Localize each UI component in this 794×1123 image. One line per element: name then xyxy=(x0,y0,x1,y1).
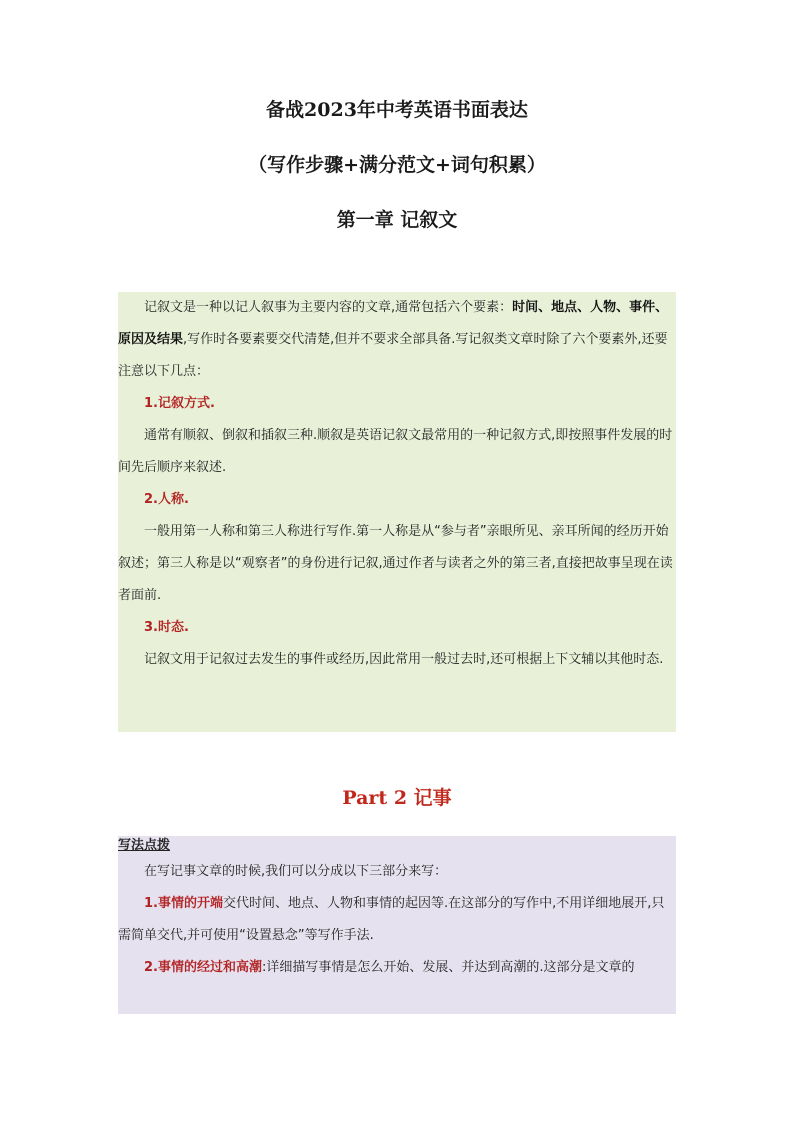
intro-p1-text-a: 记叙文是一种以记人叙事为主要内容的文章,通常包括六个要素： xyxy=(144,300,513,315)
heading-narration-method: 1.记叙方式. xyxy=(144,396,215,411)
part2-item-1-head: 1.事情的开端 xyxy=(144,896,223,911)
intro-p1-text-b: ,写作时各要素要交代清楚,但并不要求全部具备.写记叙类文章时除了六个要素外,还要注意以下几点： xyxy=(118,332,668,379)
intro-paragraph-1 xyxy=(118,292,676,388)
part2-item-2 xyxy=(118,952,676,984)
part2-item-2-text: :详细描写事情是怎么开始、发展、并达到高潮的.这部分是文章的 xyxy=(261,960,635,975)
part2-section xyxy=(118,836,676,1014)
document-subtitle: （写作步骤+满分范文+词句积累） xyxy=(248,154,546,176)
document-title: 备战2023年中考英语书面表达 xyxy=(266,99,528,121)
chapter-title: 第一章 记叙文 xyxy=(336,209,458,231)
intro-p1-elements: 时间、地点、人物、事件、原因及结果 xyxy=(118,300,669,347)
part2-paragraph-1: 在写记事文章的时候,我们可以分成以下三部分来写： xyxy=(144,864,448,879)
part2-item-2-head: 2.事情的经过和高潮 xyxy=(144,960,262,975)
part2-item-1-text: 交代时间、地点、人物和事情的起因等.在这部分的写作中,不用详细地展开,只需简单交代,并可使用“设置悬念”等写作手法. xyxy=(118,896,665,943)
writing-tips-label: 写法点拨 xyxy=(118,838,171,853)
intro-paragraph-4: 记叙文用于记叙过去发生的事件或经历,因此常用一般过去时,还可根据上下文辅以其他时态. xyxy=(144,652,664,667)
part2-item-1 xyxy=(118,888,676,952)
heading-person: 2.人称. xyxy=(144,492,189,507)
heading-tense: 3.时态. xyxy=(144,620,189,635)
intro-paragraph-2: 通常有顺叙、倒叙和插叙三种.顺叙是英语记叙文最常用的一种记叙方式,即按照事件发展的时间先后顺序来叙述. xyxy=(118,428,673,475)
intro-paragraph-3: 一般用第一人称和第三人称进行写作.第一人称是从“参与者”亲眼所见、亲耳所闻的经历开始叙述；第三人称是以“观察者”的身份进行记叙,通过作者与读者之外的第三者,直接把故事呈现在读者面前. xyxy=(118,524,673,603)
intro-section xyxy=(118,292,676,732)
part2-title: Part 2 记事 xyxy=(342,787,452,809)
